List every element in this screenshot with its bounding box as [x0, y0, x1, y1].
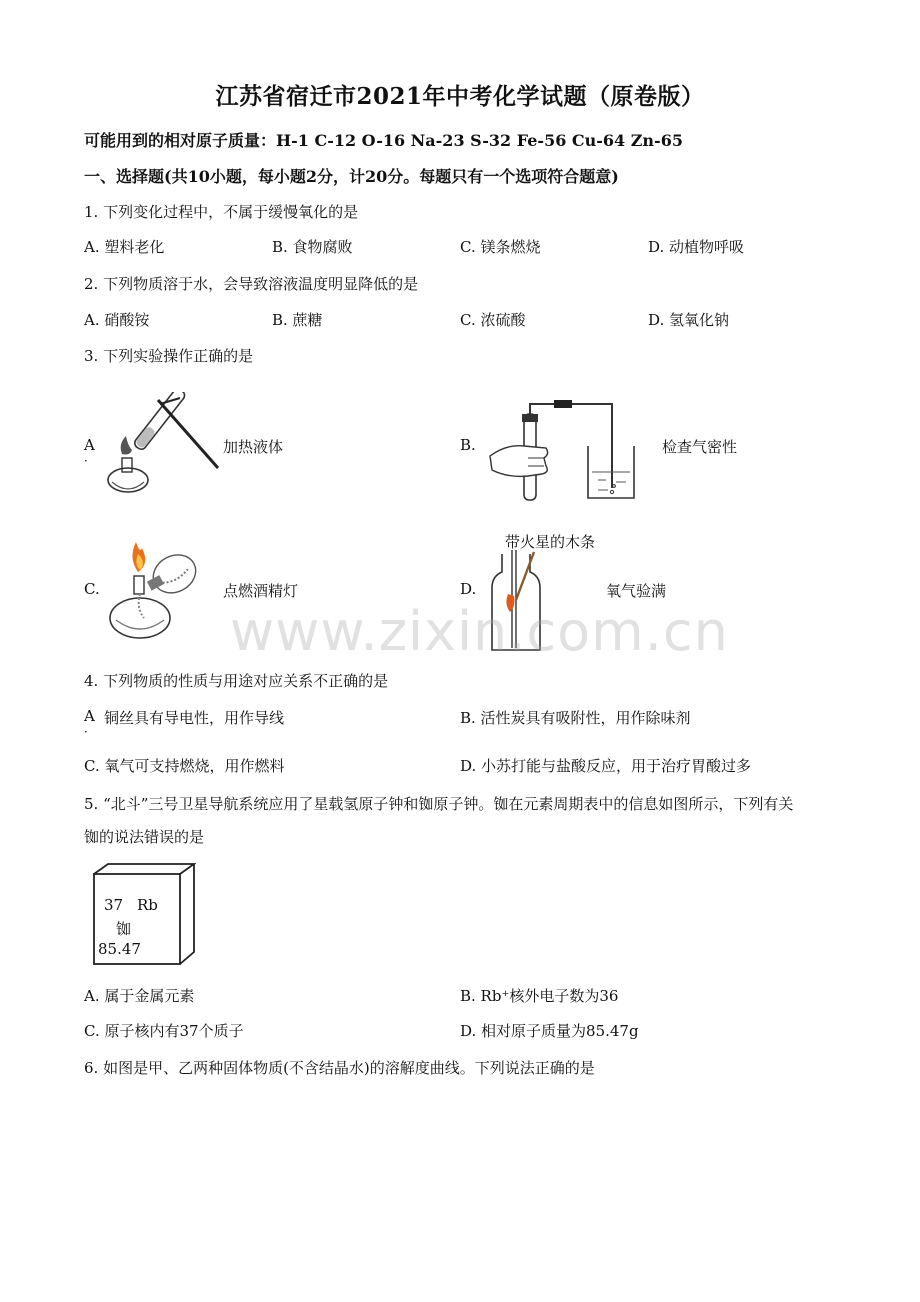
section-heading: 一、选择题(共10小题，每小题2分，计20分。每题只有一个选项符合题意): [84, 167, 619, 186]
rb-atomic-mass: 85.47: [98, 940, 141, 958]
lighting-lamp-figure: [100, 538, 212, 642]
q3-option-b-text: 检查气密性: [662, 438, 738, 456]
question-5-stem-line2: 铷的说法错误的是: [84, 828, 205, 846]
q3-option-c-letter: C.: [84, 580, 100, 598]
q3-option-a-text: 加热液体: [223, 438, 284, 456]
q1-option-d: D. 动植物呼吸: [648, 238, 745, 256]
watermark: www.zixin.com.cn: [230, 600, 729, 663]
page-title: 江苏省宿迁市2021年中考化学试题（原卷版）: [215, 83, 705, 110]
rb-symbol: Rb: [137, 896, 158, 914]
q4-option-a-dot: ．: [84, 721, 97, 735]
q5-option-b: B. Rb⁺核外电子数为36: [460, 987, 619, 1005]
airtightness-figure: [488, 396, 638, 502]
question-5-stem-line1: 5. “北斗”三号卫星导航系统应用了星载氢原子钟和铷原子钟。铷在元素周期表中的信息如图所示，下列有关: [84, 795, 794, 813]
q2-option-b: B. 蔗糖: [272, 311, 323, 329]
q4-option-d: D. 小苏打能与盐酸反应，用于治疗胃酸过多: [460, 757, 752, 775]
q1-option-a: A. 塑料老化: [84, 238, 165, 256]
q3-option-c-text: 点燃酒精灯: [223, 582, 299, 600]
q2-option-c: C. 浓硫酸: [460, 311, 526, 329]
atomic-masses-line: 可能用到的相对原子质量：H-1 C-12 O-16 Na-23 S-32 Fe-56 Cu-64 Zn-65: [84, 131, 683, 150]
q4-option-a-letter: A: [84, 707, 95, 725]
q5-option-d: D. 相对原子质量为85.47g: [460, 1022, 639, 1040]
q3-option-d-text: 氧气验满: [606, 582, 667, 600]
rb-name: 铷: [116, 920, 132, 938]
heating-liquid-figure: [100, 392, 222, 502]
q4-option-b: B. 活性炭具有吸附性，用作除味剂: [460, 709, 691, 727]
q3-d-caption: 带火星的木条: [505, 533, 596, 551]
rb-atomic-number: 37: [104, 896, 124, 914]
q1-option-b: B. 食物腐败: [272, 238, 353, 256]
q3-option-b-letter: B.: [460, 436, 476, 454]
q1-option-c: C. 镁条燃烧: [460, 238, 541, 256]
q3-option-a-dot: ．: [84, 450, 97, 464]
question-6-stem: 6. 如图是甲、乙两种固体物质(不含结晶水)的溶解度曲线。下列说法正确的是: [84, 1059, 595, 1077]
q2-option-d: D. 氢氧化钠: [648, 311, 730, 329]
q4-option-a-text: 铜丝具有导电性，用作导线: [104, 709, 285, 727]
q4-option-c: C. 氧气可支持燃烧，用作燃料: [84, 757, 285, 775]
q3-option-a-letter: A: [84, 436, 95, 454]
q2-option-a: A. 硝酸铵: [84, 311, 150, 329]
question-1-stem: 1. 下列变化过程中，不属于缓慢氧化的是: [84, 203, 359, 221]
question-4-stem: 4. 下列物质的性质与用途对应关系不正确的是: [84, 672, 389, 690]
q5-option-a: A. 属于金属元素: [84, 987, 195, 1005]
q5-option-c: C. 原子核内有37个质子: [84, 1022, 244, 1040]
q3-option-d-letter: D.: [460, 580, 477, 598]
question-3-stem: 3. 下列实验操作正确的是: [84, 347, 254, 365]
question-2-stem: 2. 下列物质溶于水，会导致溶液温度明显降低的是: [84, 275, 419, 293]
